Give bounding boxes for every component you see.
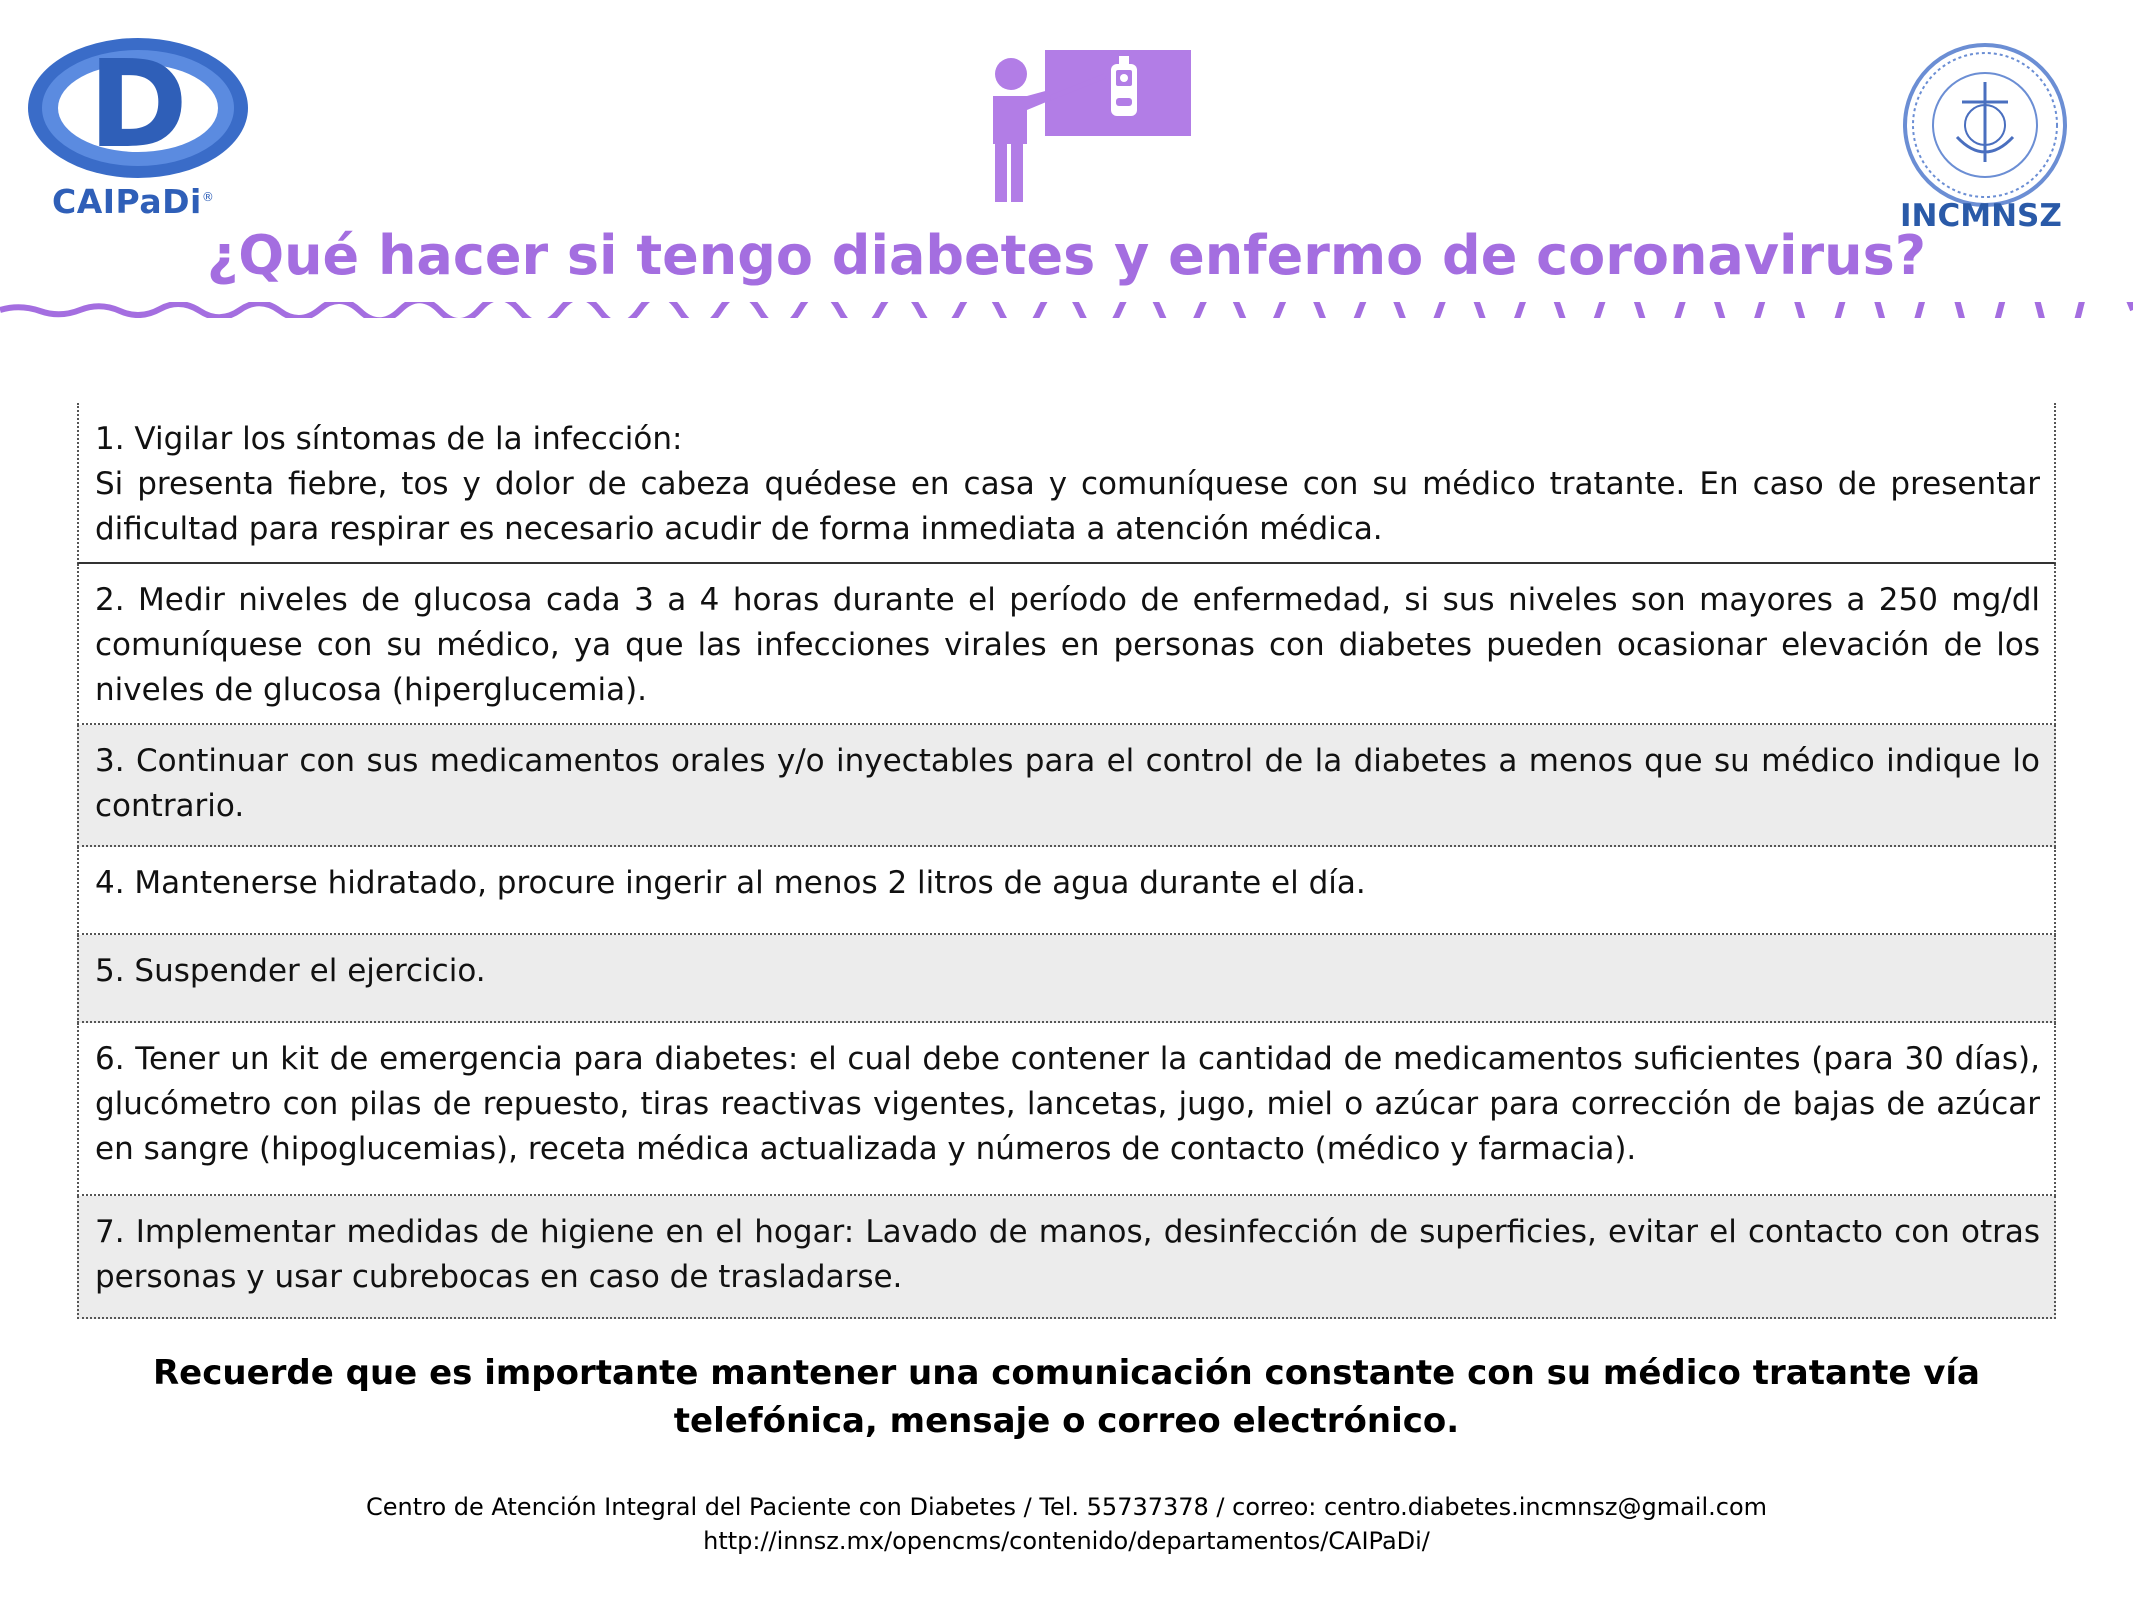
step-4-text: 4. Mantenerse hidratado, procure ingerir al menos 2 litros de agua durante el día. [95,865,1366,901]
step-2-text: 2. Medir niveles de glucosa cada 3 a 4 horas durante el período de enfermedad, si sus niveles son mayores a 250 mg/dl comuníquese con su médico, ya que las infecciones virales en personas con diabetes pueden ocasionar elevación de los niveles de glucosa (hiperglucemia). [95,582,2040,708]
footer-url: http://innsz.mx/opencms/contenido/departamentos/CAIPaDi/ [703,1527,1430,1555]
institution-seal-icon [1902,42,2068,208]
step-5-text: 5. Suspender el ejercicio. [95,953,486,989]
step-7 [77,1196,2056,1319]
step-6-text: 6. Tener un kit de emergencia para diabetes: el cual debe contener la cantidad de medicamentos suficientes (para 30 días), glucómetro con pilas de repuesto, tiras reactivas vigentes, lancetas, jugo, miel o azúcar para corrección de bajas de azúcar en sangre (hipoglucemias), receta médica actualizada y números de contacto (médico y farmacia). [95,1041,2040,1167]
caipadi-name: CAIPaDi® [52,182,215,221]
step-2 [77,564,2056,725]
step-5 [77,935,2056,1023]
caipadi-logo-letter: D [88,36,188,175]
reminder-text: Recuerde que es importante mantener una comunicación constante con su médico tratante vía telefónica, mensaje o correo electrónico. [152,1353,1981,1441]
footer-contact: Centro de Atención Integral del Paciente con Diabetes / Tel. 55737378 / correo: centro.diabetes.incmnsz@gmail.com [365,1493,1768,1521]
step-6 [77,1023,2056,1196]
step-1 [77,403,2056,564]
step-3 [77,725,2056,847]
step-1-text: Si presenta fiebre, tos y dolor de cabeza quédese en casa y comuníquese con su médico tratante. En caso de presentar dificultad para respirar es necesario acudir de forma inmediata a atención médica. [95,466,2040,547]
teacher-with-glucometer-icon [985,48,1193,204]
page-title: ¿Qué hacer si tengo diabetes y enfermo de coronavirus? [206,224,1927,287]
footer [0,1490,2133,1558]
step-1-heading: 1. Vigilar los síntomas de la infección: [95,421,683,457]
steps-list [77,403,2056,1319]
step-7-text: 7. Implementar medidas de higiene en el hogar: Lavado de manos, desinfección de superficies, evitar el contacto con otras personas y usar cubrebocas en caso de trasladarse. [95,1214,2040,1295]
incmnsz-name: INCMNSZ [1900,198,2062,234]
step-4 [77,847,2056,935]
step-3-text: 3. Continuar con sus medicamentos orales y/o inyectables para el control de la diabetes a menos que su médico indique lo contrario. [95,743,2040,824]
title-underline [0,302,2133,318]
